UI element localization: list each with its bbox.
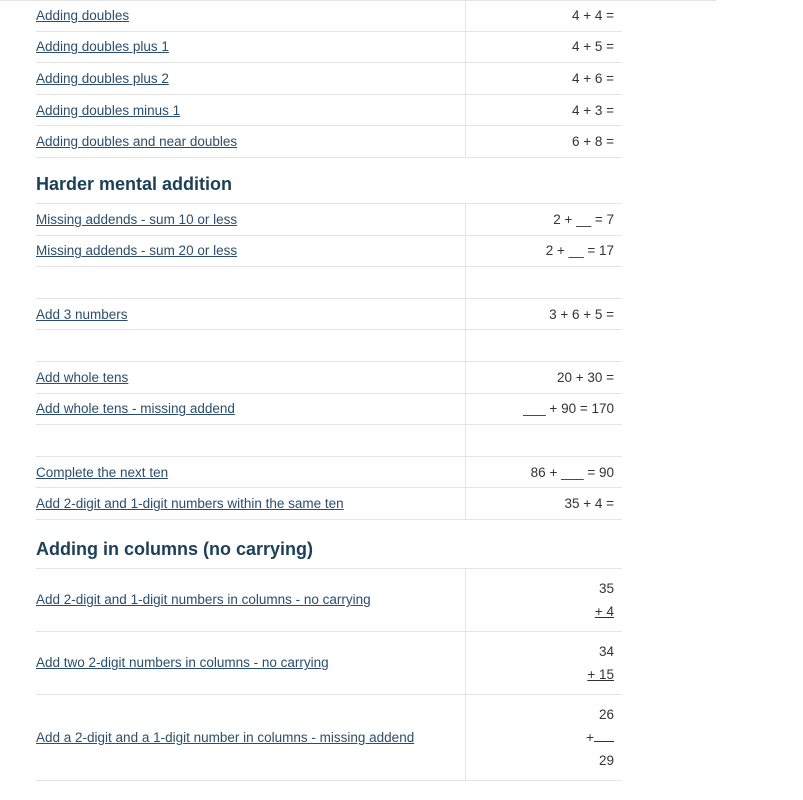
example: 86 + ___ = 90: [465, 457, 622, 488]
addend-bottom-row: [586, 726, 614, 749]
link-add-3-numbers[interactable]: Add 3 numbers: [36, 306, 128, 322]
result: 29: [598, 752, 614, 768]
column-example: [465, 632, 622, 694]
link-complete-next-ten[interactable]: Complete the next ten: [36, 464, 169, 480]
example: 4 + 5 =: [465, 32, 622, 63]
link-adding-doubles-plus-1[interactable]: Adding doubles plus 1: [36, 39, 169, 55]
link-adding-doubles-near-doubles[interactable]: Adding doubles and near doubles: [36, 134, 238, 150]
column-example: [465, 569, 622, 631]
example: 20 + 30 =: [465, 362, 622, 393]
table-row: [36, 0, 622, 32]
table-row: [36, 126, 622, 158]
table-row: [36, 457, 622, 489]
example: 4 + 4 =: [465, 0, 622, 31]
example: 35 + 4 =: [465, 488, 622, 519]
link-columns-missing-addend[interactable]: Add a 2-digit and a 1-digit number in columns - missing addend: [36, 729, 415, 745]
worksheet-list: [36, 0, 622, 781]
spacer-row: [36, 267, 622, 299]
plus-sign: +: [586, 729, 594, 745]
table-row: [36, 488, 622, 520]
example: 6 + 8 =: [465, 126, 622, 157]
table-row: [36, 362, 622, 394]
link-adding-doubles-minus-1[interactable]: Adding doubles minus 1: [36, 102, 181, 118]
blank-line: [594, 729, 614, 742]
link-add-whole-tens-missing[interactable]: Add whole tens - missing addend: [36, 401, 235, 417]
section-heading-columns: Adding in columns (no carrying): [36, 520, 622, 569]
addend-top: 35: [598, 580, 614, 596]
table-row: [36, 63, 622, 95]
table-row: [36, 569, 622, 632]
table-row: [36, 632, 622, 695]
table-row: [36, 204, 622, 236]
link-missing-addends-10[interactable]: Missing addends - sum 10 or less: [36, 211, 238, 227]
example: 4 + 3 =: [465, 95, 622, 126]
link-adding-doubles[interactable]: Adding doubles: [36, 7, 130, 23]
link-columns-two-2digit[interactable]: Add two 2-digit numbers in columns - no carrying: [36, 655, 329, 671]
spacer-row: [36, 425, 622, 457]
example: 3 + 6 + 5 =: [465, 299, 622, 330]
spacer-row: [36, 330, 622, 362]
table-row: [36, 32, 622, 64]
link-add-whole-tens[interactable]: Add whole tens: [36, 369, 129, 385]
link-columns-2digit-1digit[interactable]: Add 2-digit and 1-digit numbers in columns - no carrying: [36, 592, 371, 608]
example: ___ + 90 = 170: [465, 394, 622, 425]
table-row: [36, 394, 622, 426]
addend-top: 26: [598, 706, 614, 722]
table-row: [36, 299, 622, 331]
addend-bottom: + 15: [587, 666, 614, 682]
example: 4 + 6 =: [465, 63, 622, 94]
addend-top: 34: [598, 643, 614, 659]
example: 2 + __ = 7: [465, 204, 622, 235]
column-example: [465, 695, 622, 780]
section-heading-harder: Harder mental addition: [36, 158, 622, 204]
table-row: [36, 236, 622, 268]
table-row: [36, 95, 622, 127]
example: 2 + __ = 17: [465, 236, 622, 267]
link-missing-addends-20[interactable]: Missing addends - sum 20 or less: [36, 243, 238, 259]
link-adding-doubles-plus-2[interactable]: Adding doubles plus 2: [36, 70, 169, 86]
link-add-2digit-1digit-same-ten[interactable]: Add 2-digit and 1-digit numbers within the same ten: [36, 496, 344, 512]
addend-bottom: + 4: [594, 603, 614, 619]
table-row: [36, 695, 622, 781]
